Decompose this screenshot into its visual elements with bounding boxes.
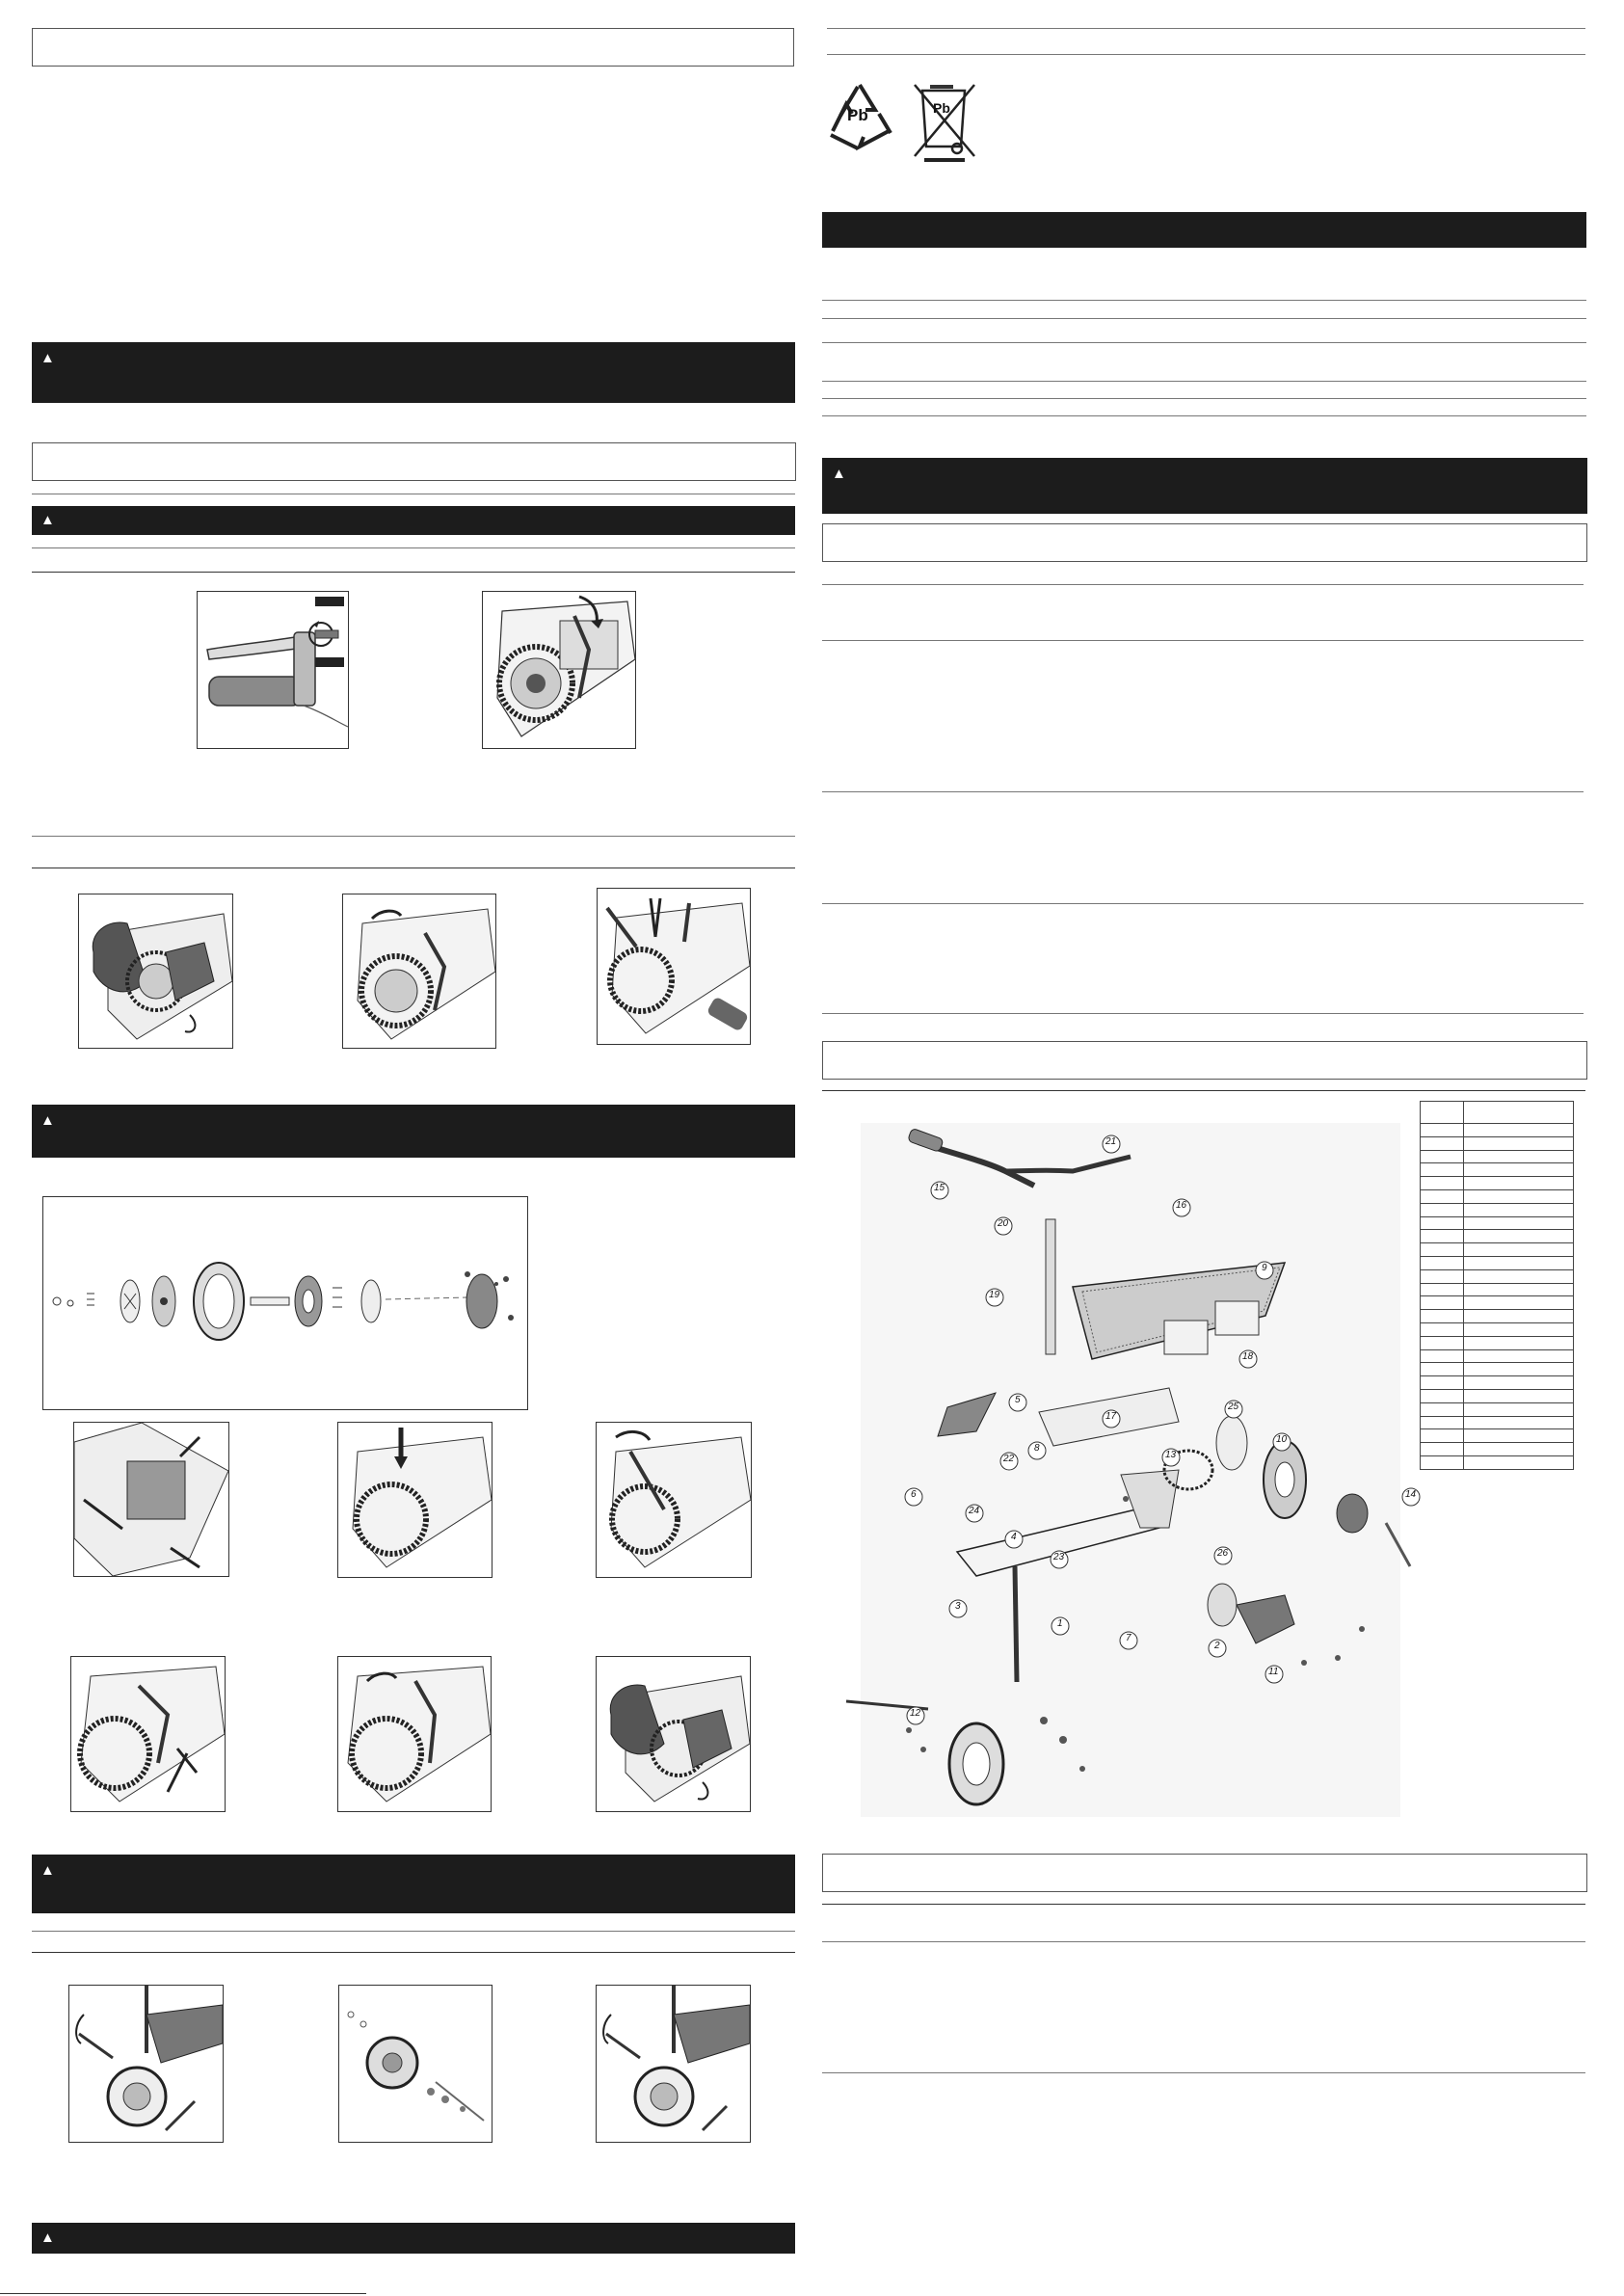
figure-chain-adjust-tools (597, 888, 751, 1045)
figure-front-wheel-remove (68, 1985, 224, 2143)
warning-triangle-icon: ▲ (40, 2229, 55, 2246)
table-row (1421, 1336, 1574, 1349)
part-callout: 20 (992, 1215, 1021, 1248)
figure-chain-tension (482, 591, 636, 749)
divider (32, 1931, 795, 1932)
table-row (1421, 1455, 1574, 1469)
table-row (1421, 1102, 1574, 1124)
figure-chain-reinstall (337, 1656, 492, 1812)
part-callout: 23 (1048, 1548, 1077, 1582)
part-callout: 24 (963, 1502, 992, 1535)
parts-list-table (1420, 1101, 1574, 1470)
part-callout: 1 (1049, 1615, 1078, 1648)
divider (32, 547, 795, 548)
figure-front-wheel-exploded (338, 1985, 493, 2143)
divider (822, 791, 1584, 792)
table-row (1421, 1363, 1574, 1376)
divider (822, 1013, 1584, 1014)
part-callout: 7 (1117, 1629, 1146, 1663)
pb-label: Pb (933, 100, 950, 116)
divider (822, 318, 1586, 319)
divider (822, 398, 1586, 399)
divider (822, 342, 1586, 343)
part-callout: 25 (1222, 1398, 1251, 1431)
section-bar-black (822, 212, 1586, 248)
crossed-bin-pb-icon (911, 79, 978, 162)
warning-bar-2 (32, 506, 795, 535)
figure-motor-mount (73, 1422, 229, 1577)
table-row (1421, 1243, 1574, 1257)
part-callout: 22 (998, 1450, 1026, 1483)
table-row (1421, 1136, 1574, 1150)
section-header-box-4 (822, 1041, 1587, 1080)
divider (822, 1941, 1585, 1942)
figure-chain-press (337, 1422, 493, 1578)
table-row (1421, 1402, 1574, 1416)
part-callout: 16 (1170, 1196, 1199, 1230)
table-row (1421, 1163, 1574, 1177)
divider (822, 640, 1584, 641)
warning-bar-3 (32, 1105, 795, 1158)
divider (0, 2293, 366, 2294)
part-callout: 8 (1025, 1439, 1054, 1473)
table-row (1421, 1310, 1574, 1323)
warning-bar-6 (822, 458, 1587, 514)
table-row (1421, 1389, 1574, 1402)
table-row (1421, 1177, 1574, 1190)
section-header-box-5 (822, 1854, 1587, 1892)
divider (32, 836, 795, 837)
figure-wheel-tighten (70, 1656, 226, 1812)
part-callout: 5 (1006, 1391, 1035, 1425)
figure-front-wheel-install (596, 1985, 751, 2143)
divider (32, 1952, 795, 1953)
part-callout: 15 (928, 1179, 957, 1213)
part-callout: 12 (904, 1704, 933, 1738)
section-header-box-1 (32, 28, 794, 67)
warning-triangle-icon: ▲ (40, 512, 55, 528)
table-row (1421, 1269, 1574, 1283)
figure-brake-lever (197, 591, 349, 749)
warning-bar-4 (32, 1855, 795, 1913)
part-callout: 9 (1253, 1259, 1282, 1293)
part-callout: 17 (1100, 1407, 1129, 1441)
warning-triangle-icon: ▲ (832, 466, 846, 482)
figure-chain-loosen (342, 894, 496, 1049)
divider (822, 381, 1586, 382)
table-row (1421, 1230, 1574, 1243)
warning-triangle-icon: ▲ (40, 350, 55, 366)
table-row (1421, 1150, 1574, 1163)
figure-chain-wrench (596, 1422, 752, 1578)
divider (822, 903, 1584, 904)
table-row (1421, 1256, 1574, 1269)
part-callout: 10 (1270, 1430, 1299, 1464)
part-callout: 26 (1211, 1544, 1240, 1578)
warning-bar-5 (32, 2223, 795, 2254)
table-row (1421, 1349, 1574, 1363)
divider (822, 2072, 1585, 2073)
table-row (1421, 1416, 1574, 1429)
table-row (1421, 1283, 1574, 1296)
section-header-box-3 (822, 523, 1587, 562)
exploded-parts-diagram (832, 1104, 1429, 1822)
table-row (1421, 1322, 1574, 1336)
warning-triangle-icon: ▲ (40, 1112, 55, 1129)
part-callout: 21 (1100, 1133, 1129, 1166)
table-row (1421, 1429, 1574, 1443)
part-callout: 6 (902, 1485, 931, 1519)
table-row (1421, 1443, 1574, 1456)
figure-chain-cover-removal (78, 894, 233, 1049)
figure-rear-wheel-exploded (42, 1196, 528, 1410)
divider (822, 584, 1584, 585)
table-row (1421, 1216, 1574, 1230)
part-callout: 3 (946, 1597, 975, 1631)
part-callout: 13 (1159, 1446, 1188, 1480)
pb-label: Pb (847, 106, 868, 124)
table-row (1421, 1189, 1574, 1203)
warning-bar-1 (32, 342, 795, 403)
part-callout: 11 (1263, 1663, 1291, 1696)
divider (822, 415, 1586, 416)
table-row (1421, 1203, 1574, 1216)
section-header-box-2 (32, 442, 796, 481)
divider (822, 1904, 1585, 1905)
divider (827, 54, 1585, 55)
divider (822, 1090, 1585, 1091)
part-callout: 18 (1237, 1348, 1265, 1381)
figure-cover-reinstall (596, 1656, 751, 1812)
part-callout: 19 (983, 1286, 1012, 1320)
divider (822, 300, 1586, 301)
part-callout: 2 (1206, 1637, 1235, 1670)
table-row (1421, 1296, 1574, 1310)
divider (32, 572, 795, 573)
table-row (1421, 1124, 1574, 1137)
table-row (1421, 1376, 1574, 1390)
recycle-pb-icon (819, 77, 901, 159)
divider (827, 28, 1585, 29)
part-callout: 4 (1002, 1528, 1031, 1562)
part-callout: 14 (1399, 1485, 1428, 1519)
warning-triangle-icon: ▲ (40, 1862, 55, 1879)
